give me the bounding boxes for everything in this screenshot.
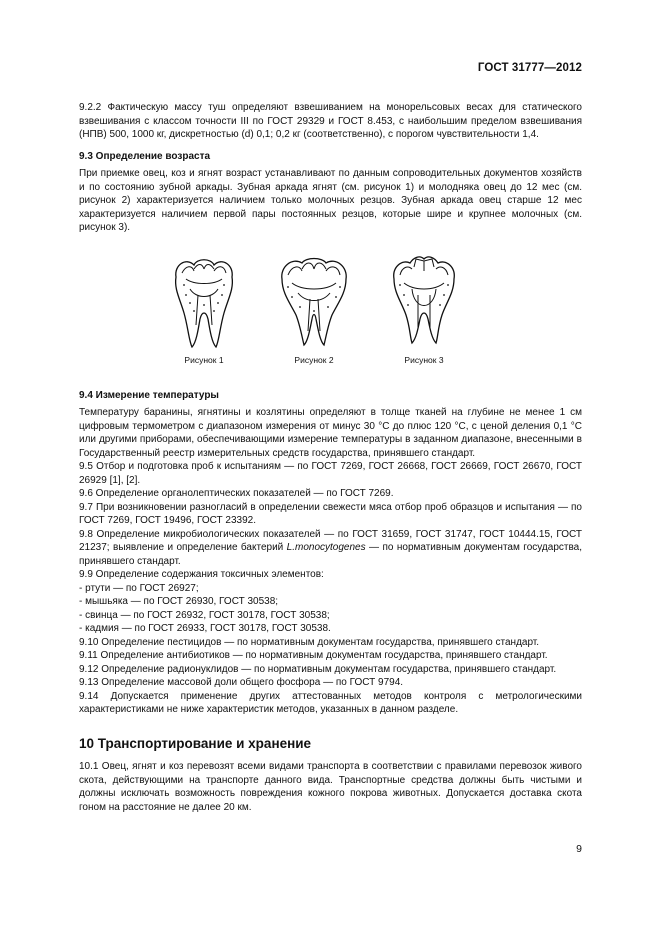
section-9-4-title: 9.4 Измерение температуры	[79, 389, 219, 401]
teeth-figures	[79, 255, 582, 385]
figure-3-caption: Рисунок 3	[404, 354, 444, 365]
paragraph-10-1: 10.1 Овец, ягнят и коз перевозят всеми видами транспорта в соответствии с правилами перевозок живого скота, действующими на транспорте данного вида. Транспортные средства должны быть чистыми и должны исключать возможность повреждения кожного покрова животных. Допускается доставка скота гоном на расстояние не далее 20 км.	[79, 761, 582, 813]
figure-2	[269, 255, 359, 368]
section-9-3-title: 9.3 Определение возраста	[79, 150, 211, 162]
paragraph-9-3	[79, 167, 582, 235]
figure-1	[159, 255, 249, 368]
paragraph-9-9: 9.9 Определение содержания токсичных элементов:	[79, 569, 324, 580]
figure-1-caption: Рисунок 1	[184, 354, 224, 365]
paragraph-9-6: 9.6 Определение органолептических показателей — по ГОСТ 7269.	[79, 488, 394, 499]
paragraph-9-8	[79, 528, 582, 569]
document-code: ГОСТ 31777—2012	[477, 62, 582, 74]
paragraph-9-11: 9.11 Определение антибиотиков — по нормативным документам государства, принявшего стандарт.	[79, 650, 548, 661]
teeth-figure-3-icon	[384, 255, 464, 351]
page-content	[79, 101, 582, 814]
list-item-cadmium: - кадмия — по ГОСТ 26933, ГОСТ 30178, ГОСТ 30538.	[79, 623, 331, 634]
paragraph-9-13: 9.13 Определение массовой доли общего фосфора — по ГОСТ 9794.	[79, 677, 404, 688]
figure-2-caption: Рисунок 2	[294, 354, 334, 365]
paragraph-9-8-text-a: 9.8 Определение микробиологических показателей — по ГОСТ 31659, ГОСТ 31747, ГОСТ 10444.15, ГОСТ 21237; выявление и определение бактерий	[79, 528, 582, 553]
teeth-figure-2-icon	[274, 255, 354, 351]
paragraph-9-2-2: 9.2.2 Фактическую массу туш определяют взвешиванием на монорельсовых весах для статического взвешивания с классом точности III по ГОСТ 29329 и ГОСТ 8.453, с наибольшим пределом взвешивания (НПВ) 500, 1000 кг, дискретностью (d) 0,1; 0,2 кг (соответственно), с порогом чувствительности 1,4.	[79, 102, 582, 140]
paragraph-9-4: Температуру баранины, ягнятины и козлятины определяют в толще тканей на глубине не менее 1 см цифровым термометром с диапазоном измерения от минус 30 °С до плюс 120 °С, с ценой деления 0,1 °С или другими приборами, обеспечивающими измерение температуры в заданном диапазоне, внесенными в Государственный реестр измерительных средств государства, принявшего стандарт.	[79, 407, 582, 459]
list-item-arsenic: - мышьяка — по ГОСТ 26930, ГОСТ 30538;	[79, 596, 279, 607]
section-10-title: 10 Транспортирование и хранение	[79, 735, 312, 751]
paragraph-9-3-text: При приемке овец, коз и ягнят возраст устанавливают по данным сопроводительных документов хозяйств и по состоянию зубной аркады. Зубная аркада ягнят (см. рисунок 1) и молодняка овец до 12 мес (см. рисунок 2) характеризуется наличием только молочных резцов. Зубная аркада овец старше 12 мес характеризуется наличием первой пары постоянных резцов, которые шире и крупнее молочных (см. рисунок 3).	[79, 168, 582, 233]
paragraph-9-5: 9.5 Отбор и подготовка проб к испытаниям — по ГОСТ 7269, ГОСТ 26668, ГОСТ 26669, ГОСТ 26670, ГОСТ 26929 [1], [2].	[79, 461, 582, 486]
teeth-figure-1-icon	[164, 255, 244, 351]
paragraph-9-8-text-b: — по нормативным документам государства, принявшего стандарт.	[79, 542, 583, 567]
paragraph-9-10: 9.10 Определение пестицидов — по нормативным документам государства, принявшего стандарт.	[79, 636, 540, 648]
paragraph-9-12: 9.12 Определение радионуклидов — по нормативным документам государства, принявшего стандарт.	[79, 663, 557, 675]
paragraph-9-8-bacteria: L.monocytogenes	[286, 542, 366, 553]
page-number: 9	[576, 843, 582, 855]
list-item-lead: - свинца — по ГОСТ 26932, ГОСТ 30178, ГОСТ 30538;	[79, 609, 330, 621]
paragraph-9-14: 9.14 Допускается применение других аттестованных методов контроля с метрологическими характеристиками не ниже характеристик методов, указанных в данном разделе.	[79, 690, 582, 715]
list-item-mercury: - ртути — по ГОСТ 26927;	[79, 582, 199, 594]
paragraph-9-7: 9.7 При возникновении разногласий в определении свежести мяса отбор проб образцов и испытания — по ГОСТ 7269, ГОСТ 19496, ГОСТ 23392.	[79, 501, 582, 526]
figure-3	[379, 255, 469, 368]
